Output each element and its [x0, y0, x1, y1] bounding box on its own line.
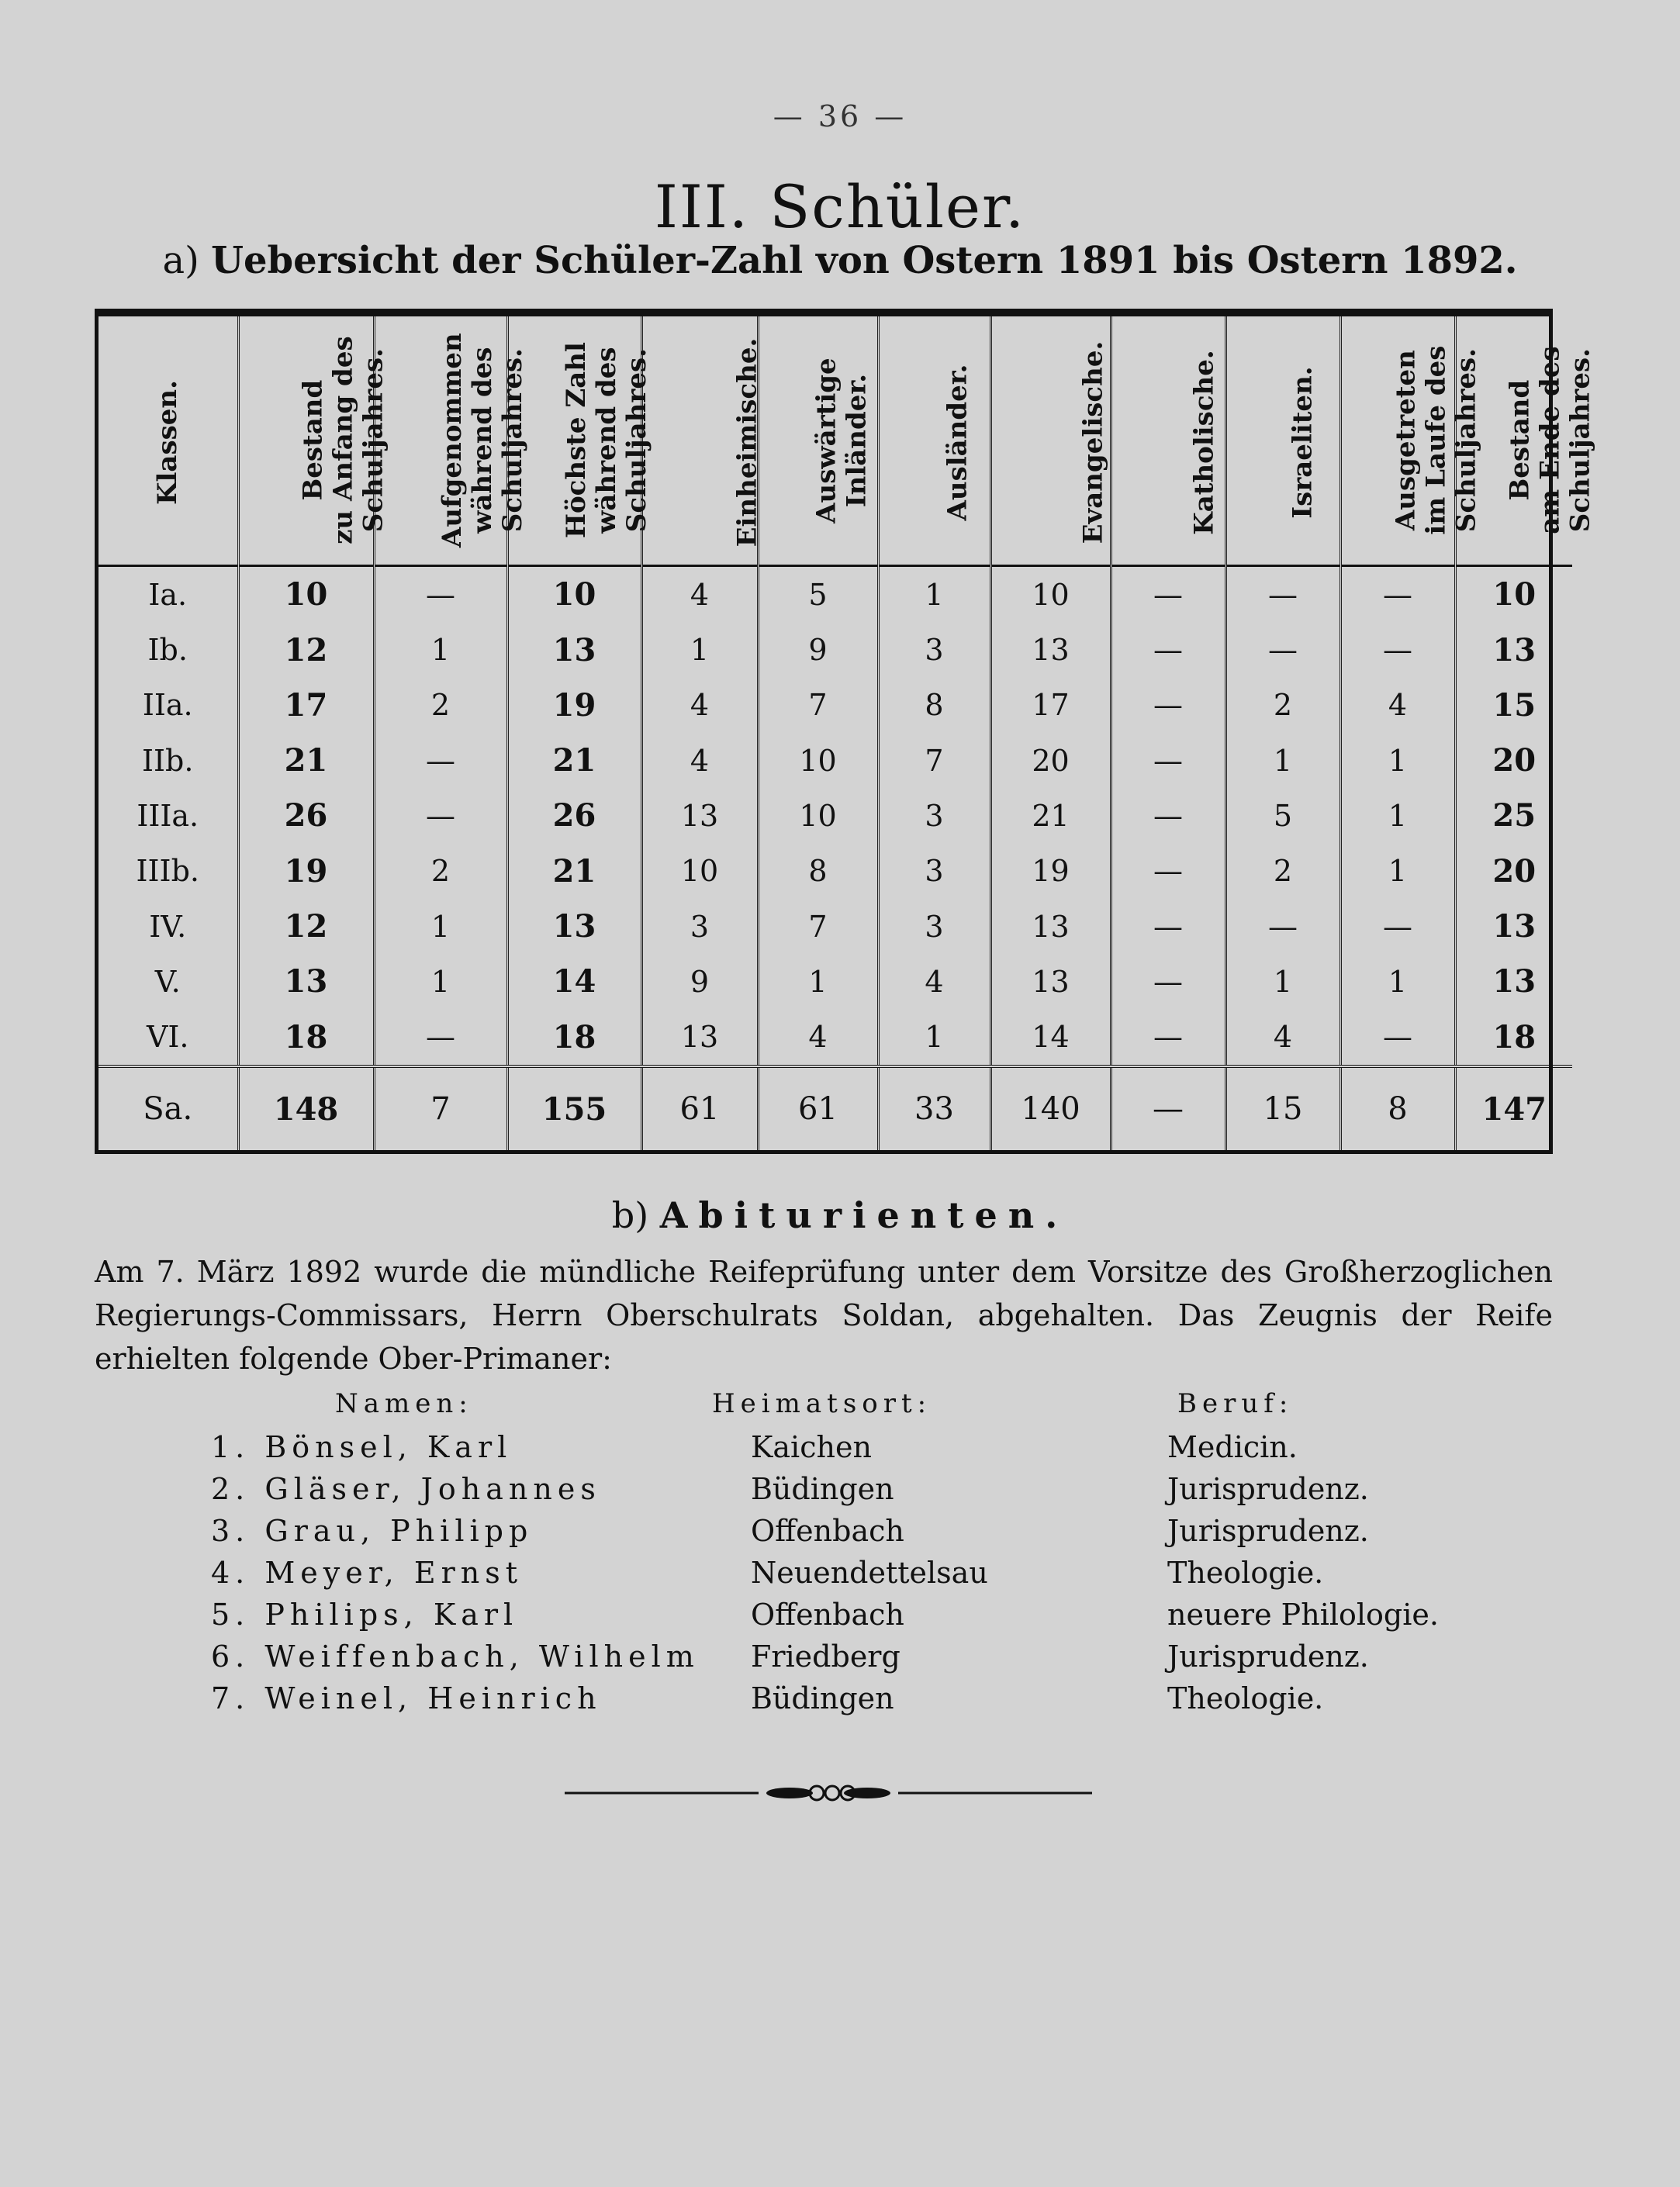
table-cell: 8: [878, 678, 990, 733]
table-cell: 21: [507, 844, 641, 899]
exam-paragraph: Am 7. März 1892 wurde die mündliche Reifeprüfung unter dem Vorsitze des Großherzoglichen Regierungs-Commissars, Herrn Oberschulrats Soldan, abgehalten. Das Zeugnis der Reife erhielten folgende Ober-Primaner:: [95, 1255, 1553, 1376]
total-cell: —: [1111, 1066, 1225, 1150]
table-cell: 4: [878, 954, 990, 1009]
table-cell: —: [1111, 788, 1225, 843]
table-cell: —: [1225, 566, 1340, 623]
table-cell: 7: [758, 899, 878, 954]
table-cell: —: [1111, 1010, 1225, 1066]
table-cell: 2: [374, 678, 507, 733]
table-cell: 21: [990, 788, 1111, 843]
section-b-heading: Abiturienten.: [659, 1194, 1069, 1236]
table-cell: 13: [507, 622, 641, 677]
table-cell: 1: [374, 899, 507, 954]
table-cell: 17: [238, 678, 374, 733]
total-cell: 7: [374, 1066, 507, 1150]
table-cell: 1: [1225, 954, 1340, 1009]
class-name-cell: IIb.: [142, 743, 194, 778]
table-cell: 13: [1455, 954, 1572, 1009]
column-header: [374, 316, 528, 566]
table-row: [99, 788, 1572, 843]
table-cell: —: [1111, 899, 1225, 954]
student-profession: neuere Philologie.: [1167, 1598, 1439, 1632]
student-hometown: Friedberg: [751, 1639, 900, 1674]
total-cell: 61: [641, 1066, 758, 1150]
table-cell: 13: [507, 899, 641, 954]
student-profession: Jurisprudenz.: [1167, 1514, 1369, 1548]
student-profession: Theologie.: [1167, 1681, 1324, 1715]
total-cell: 155: [507, 1066, 641, 1150]
table-cell: 18: [507, 1010, 641, 1066]
table-cell: —: [1225, 899, 1340, 954]
table-cell: 21: [238, 733, 374, 788]
table-cell: 3: [641, 899, 758, 954]
table-cell: 9: [641, 954, 758, 1009]
column-header-label: Einheimische.: [731, 338, 762, 548]
total-cell: 140: [990, 1066, 1111, 1150]
table-cell: —: [374, 788, 507, 843]
student-name: 1. Bönsel, Karl: [211, 1430, 513, 1464]
student-name: 6. Weiffenbach, Wilhelm: [211, 1639, 700, 1674]
column-header: [878, 316, 990, 566]
table-cell: —: [1340, 622, 1455, 677]
table-cell: —: [1111, 733, 1225, 788]
class-name-cell: IIIa.: [137, 798, 199, 833]
table-cell: 2: [374, 844, 507, 899]
table-cell: —: [1111, 622, 1225, 677]
list-item: [95, 1556, 1553, 1598]
table-title: [0, 239, 1680, 282]
table-cell: 4: [641, 733, 758, 788]
table-row: [99, 899, 1572, 954]
table-cell: —: [1111, 844, 1225, 899]
table-cell: 20: [990, 733, 1111, 788]
column-header-label: Ausgetreten im Laufe des Schuljahres.: [1389, 345, 1482, 536]
ornament-divider: [565, 1778, 1092, 1809]
list-item: [95, 1514, 1553, 1556]
student-name: 4. Meyer, Ernst: [211, 1556, 523, 1590]
column-header-label: Bestand am Ende des Schuljahres.: [1504, 346, 1596, 535]
table-cell: 1: [758, 954, 878, 1009]
column-header-label: Aufgenommen während des Schuljahres.: [436, 333, 528, 548]
table-cell: —: [374, 733, 507, 788]
table-cell: —: [1111, 678, 1225, 733]
page-number: — 36 —: [773, 99, 907, 133]
table-cell: —: [374, 1010, 507, 1066]
table-row: [99, 566, 1572, 623]
table-cell: 21: [507, 733, 641, 788]
table-cell: 13: [990, 899, 1111, 954]
student-hometown: Büdingen: [751, 1472, 894, 1506]
table-row: [99, 622, 1572, 677]
table-cell: —: [1340, 566, 1455, 623]
table-cell: 18: [1455, 1010, 1572, 1066]
table-cell: 19: [238, 844, 374, 899]
total-cell: 8: [1340, 1066, 1455, 1150]
student-name: 3. Grau, Philipp: [211, 1514, 534, 1548]
table-title-text: Uebersicht der Schüler-Zahl von Ostern 1891 bis Ostern 1892.: [211, 239, 1518, 282]
list-item: [95, 1472, 1553, 1514]
table-cell: 12: [238, 899, 374, 954]
table-row: [99, 844, 1572, 899]
table-cell: —: [1225, 622, 1340, 677]
table-cell: —: [1340, 899, 1455, 954]
student-hometown: Büdingen: [751, 1681, 894, 1715]
table-cell: 1: [1340, 954, 1455, 1009]
table-row: [99, 1010, 1572, 1066]
table-cell: 10: [1455, 566, 1572, 623]
student-hometown: Kaichen: [751, 1430, 872, 1464]
total-cell: 147: [1455, 1066, 1572, 1150]
abiturienten-header: [95, 1388, 1553, 1430]
table-cell: 13: [990, 622, 1111, 677]
table-cell: 13: [1455, 622, 1572, 677]
class-name-cell: Ia.: [148, 577, 188, 612]
column-header-label: Klassen.: [151, 380, 183, 506]
student-hometown: Neuendettelsau: [751, 1556, 988, 1590]
total-row: [99, 1066, 1572, 1150]
section-b-title: [0, 1194, 1680, 1236]
table-cell: 1: [374, 622, 507, 677]
column-header: [990, 316, 1111, 566]
table-cell: 25: [1455, 788, 1572, 843]
table-cell: 20: [1455, 733, 1572, 788]
table-cell: 2: [1225, 844, 1340, 899]
table-cell: 4: [758, 1010, 878, 1066]
table-cell: 13: [1455, 899, 1572, 954]
table-cell: 5: [758, 566, 878, 623]
table-row: [99, 954, 1572, 1009]
table-cell: 10: [990, 566, 1111, 623]
column-header: [641, 316, 762, 566]
table-cell: 10: [507, 566, 641, 623]
column-header-label: Bestand zu Anfang des Schuljahres.: [297, 336, 389, 545]
table-title-prefix: a): [162, 239, 199, 282]
table-cell: 1: [1225, 733, 1340, 788]
section-b-prefix: b): [611, 1194, 649, 1236]
table-cell: 3: [878, 844, 990, 899]
table-cell: 1: [374, 954, 507, 1009]
student-profession: Jurisprudenz.: [1167, 1472, 1369, 1506]
column-header-label: Höchste Zahl während des Schuljahres.: [560, 342, 652, 539]
table-cell: 10: [641, 844, 758, 899]
column-header-label: Katholische.: [1188, 350, 1220, 536]
table-cell: 1: [641, 622, 758, 677]
table-cell: 1: [878, 566, 990, 623]
table-cell: 3: [878, 788, 990, 843]
section-title: III. Schüler.: [654, 172, 1026, 241]
student-profession: Medicin.: [1167, 1430, 1298, 1464]
table-cell: 19: [507, 678, 641, 733]
table-cell: 4: [641, 566, 758, 623]
list-item: [95, 1681, 1553, 1723]
column-header-label: Israeliten.: [1287, 366, 1319, 520]
column-header: [99, 316, 238, 566]
column-header: [238, 316, 389, 566]
total-cell: 15: [1225, 1066, 1340, 1150]
table-cell: 20: [1455, 844, 1572, 899]
table-cell: 1: [1340, 733, 1455, 788]
table-cell: 18: [238, 1010, 374, 1066]
class-name-cell: IIIb.: [136, 854, 199, 889]
abiturienten-list: [95, 1388, 1553, 1723]
table-cell: 26: [507, 788, 641, 843]
table-cell: 4: [1225, 1010, 1340, 1066]
table-cell: —: [1340, 1010, 1455, 1066]
student-name: 5. Philips, Karl: [211, 1598, 519, 1632]
table-cell: 10: [758, 733, 878, 788]
student-hometown: Offenbach: [751, 1514, 904, 1548]
column-header: [1340, 316, 1482, 566]
column-header-label: Evangelische.: [1077, 341, 1108, 544]
table-cell: 13: [990, 954, 1111, 1009]
table-cell: 1: [1340, 844, 1455, 899]
class-name-cell: Ib.: [147, 633, 188, 668]
table-cell: —: [1111, 566, 1225, 623]
class-name-cell: IV.: [149, 909, 187, 944]
header-name: Namen:: [335, 1388, 473, 1419]
student-hometown: Offenbach: [751, 1598, 904, 1632]
table-cell: 13: [238, 954, 374, 1009]
student-name: 2. Gläser, Johannes: [211, 1472, 601, 1506]
table-cell: 1: [878, 1010, 990, 1066]
table-cell: 2: [1225, 678, 1340, 733]
table-cell: 4: [1340, 678, 1455, 733]
student-profession: Jurisprudenz.: [1167, 1639, 1369, 1674]
table-cell: 26: [238, 788, 374, 843]
class-name-cell: V.: [154, 964, 181, 999]
table-cell: 5: [1225, 788, 1340, 843]
table-cell: 10: [238, 566, 374, 623]
table-row: [99, 733, 1572, 788]
table-cell: 14: [507, 954, 641, 1009]
class-name-cell: VI.: [146, 1020, 189, 1055]
table-cell: 3: [878, 899, 990, 954]
table-cell: 4: [641, 678, 758, 733]
table-cell: 9: [758, 622, 878, 677]
student-name: 7. Weinel, Heinrich: [211, 1681, 602, 1715]
class-name-cell: IIa.: [142, 688, 193, 723]
list-item: [95, 1639, 1553, 1681]
table-row: [99, 678, 1572, 733]
table-cell: 10: [758, 788, 878, 843]
total-label: Sa.: [99, 1066, 238, 1150]
table-cell: 13: [641, 788, 758, 843]
column-header-label: Auswärtige Inländer.: [811, 358, 873, 523]
total-cell: 148: [238, 1066, 374, 1150]
column-header: [1111, 316, 1225, 566]
table-cell: 7: [758, 678, 878, 733]
table-cell: 13: [641, 1010, 758, 1066]
list-item: [95, 1430, 1553, 1472]
table-cell: 3: [878, 622, 990, 677]
table-cell: 19: [990, 844, 1111, 899]
header-job: Beruf:: [1177, 1388, 1294, 1419]
column-header: [1225, 316, 1340, 566]
table-cell: 15: [1455, 678, 1572, 733]
table-cell: —: [374, 566, 507, 623]
table-cell: 14: [990, 1010, 1111, 1066]
column-header: [758, 316, 878, 566]
total-cell: 33: [878, 1066, 990, 1150]
total-cell: 61: [758, 1066, 878, 1150]
table-cell: —: [1111, 954, 1225, 1009]
list-item: [95, 1598, 1553, 1639]
statistics-table: [95, 309, 1596, 1154]
table-cell: 7: [878, 733, 990, 788]
table-cell: 17: [990, 678, 1111, 733]
table-cell: 8: [758, 844, 878, 899]
table-cell: 12: [238, 622, 374, 677]
column-header-label: Ausländer.: [941, 364, 973, 521]
table-cell: 1: [1340, 788, 1455, 843]
student-profession: Theologie.: [1167, 1556, 1324, 1590]
header-place: Heimatsort:: [712, 1388, 932, 1419]
